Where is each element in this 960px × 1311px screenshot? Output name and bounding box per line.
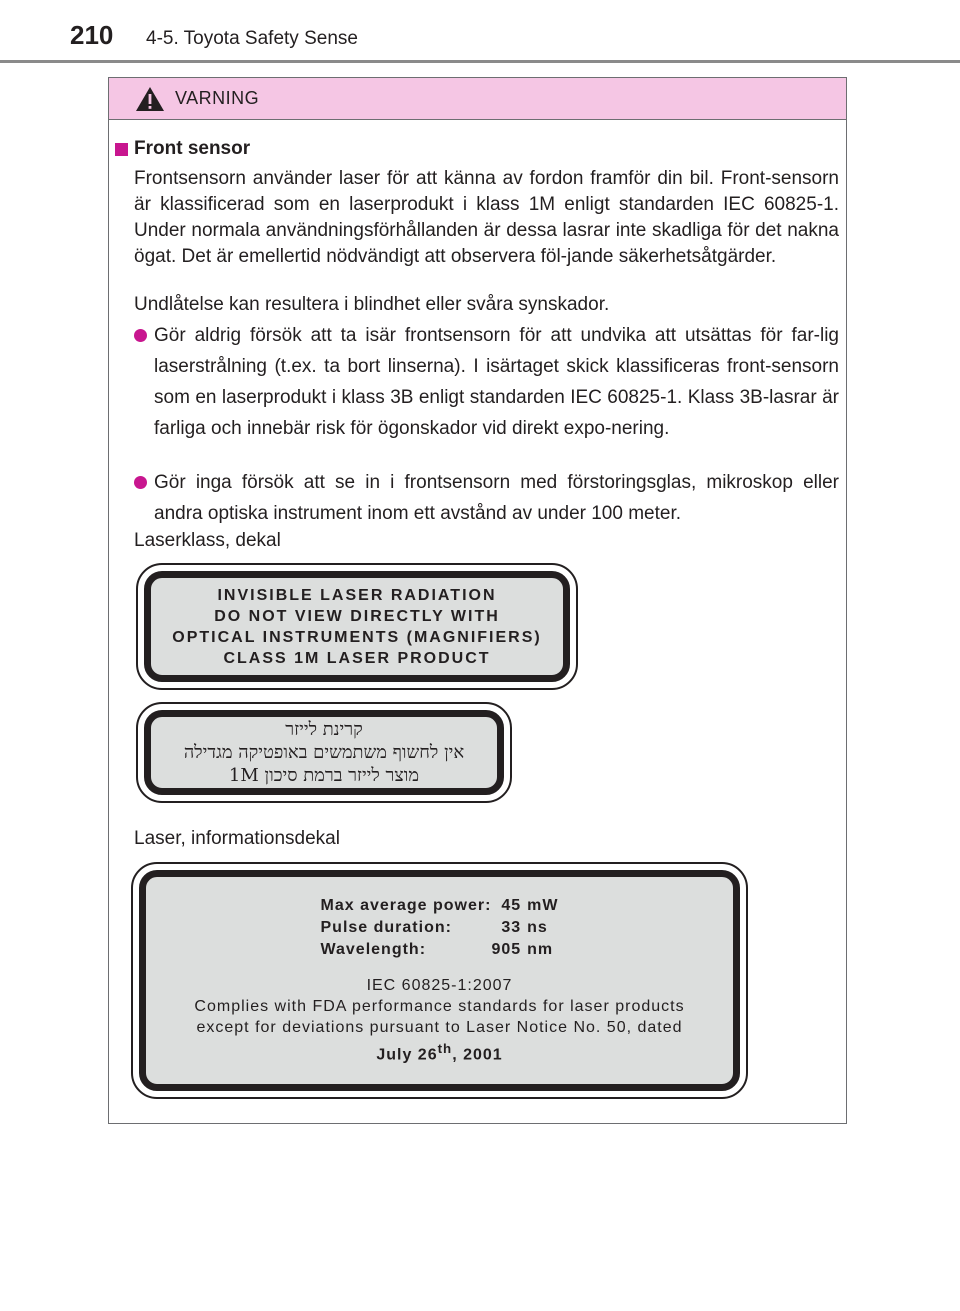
spec-value: 905 (491, 941, 522, 959)
label-line: אין לחשוף משתמשים באופטיקה מגדילה (183, 742, 465, 763)
section-title: 4-5. Toyota Safety Sense (146, 28, 358, 49)
standard-line: IEC 60825-1:2007 (366, 977, 513, 995)
spec-value: 33 (501, 919, 522, 937)
warning-label: VARNING (175, 88, 260, 108)
warning-triangle-icon (135, 86, 165, 112)
spec-name: Pulse duration: (320, 919, 452, 937)
label-line: מוצר לייזר ברמת סיכון 1M (228, 765, 420, 786)
page-number: 210 (70, 20, 114, 50)
spec-unit: ns (527, 919, 548, 937)
date-suffix: , 2001 (452, 1046, 503, 1064)
intro-paragraph: Frontsensorn använder laser för att känna av fordon framför din bil. Front-sensorn är klassificerad som en laserprodukt i klass 1M enligt standarden IEC 60825-1. Under normala användningsförhållanden är dessa lasrar inte skadliga för det nakna ögat. Det är emellertid nödvändigt att observera föl-jande säkerhetsåtgärder. (134, 168, 839, 267)
label-line: DO NOT VIEW DIRECTLY WITH (214, 607, 500, 625)
spec-row (321, 939, 559, 961)
spec-value: 45 (501, 897, 522, 915)
spec-table (321, 895, 559, 961)
spec-name: Wavelength: (320, 941, 427, 959)
circle-bullet-icon (134, 476, 147, 489)
bullet-item (134, 467, 839, 529)
warning-header (109, 78, 846, 120)
header-rule (0, 60, 960, 63)
spec-row (321, 917, 559, 939)
laser-info-label (131, 862, 748, 1099)
label-line: קרינת לייזר (285, 719, 363, 740)
spec-name: Max average power: (320, 897, 492, 915)
consequence-paragraph: Undlåtelse kan resultera i blindhet eller svåra synskador. (134, 294, 610, 315)
spec-row (321, 895, 559, 917)
square-bullet-icon (115, 143, 128, 156)
date-superscript: th (437, 1041, 453, 1057)
spec-unit: nm (527, 941, 554, 959)
label-line: INVISIBLE LASER RADIATION (217, 586, 497, 604)
label-line: OPTICAL INSTRUMENTS (MAGNIFIERS) (172, 628, 542, 646)
compliance-line: Complies with FDA performance standards for laser products (194, 998, 685, 1016)
bullet-text: Gör aldrig försök att ta isär frontsensorn för att undvika att utsättas för far-lig laserstrålning (t.ex. ta bort linserna). I isärtaget skick klassificeras front-sensorn som en laserprodukt i klass 3B enligt standarden IEC 60825-1. Klass 3B-lasrar är farliga och innebär risk för ögonskador vid direkt expo-nering. (154, 325, 839, 439)
laser-class-label-english (136, 563, 578, 690)
bullet-text: Gör inga försök att se in i frontsensorn med förstoringsglas, mikroskop eller andra optiska instrument inom ett avstånd av under 100 meter. (154, 472, 839, 524)
circle-bullet-icon (134, 329, 147, 342)
bullet-item (134, 320, 839, 444)
compliance-line: except for deviations pursuant to Laser Notice No. 50, dated (196, 1019, 683, 1037)
date-prefix: July 26 (376, 1046, 438, 1064)
spec-unit: mW (527, 897, 559, 915)
caption-info-label: Laser, informationsdekal (134, 828, 340, 849)
label-line: CLASS 1M LASER PRODUCT (223, 649, 491, 667)
caption-class-label: Laserklass, dekal (134, 530, 281, 551)
laser-class-label-hebrew (136, 702, 512, 803)
date-line (376, 1038, 502, 1065)
section-heading-text: Front sensor (134, 138, 251, 159)
section-heading (115, 138, 250, 160)
